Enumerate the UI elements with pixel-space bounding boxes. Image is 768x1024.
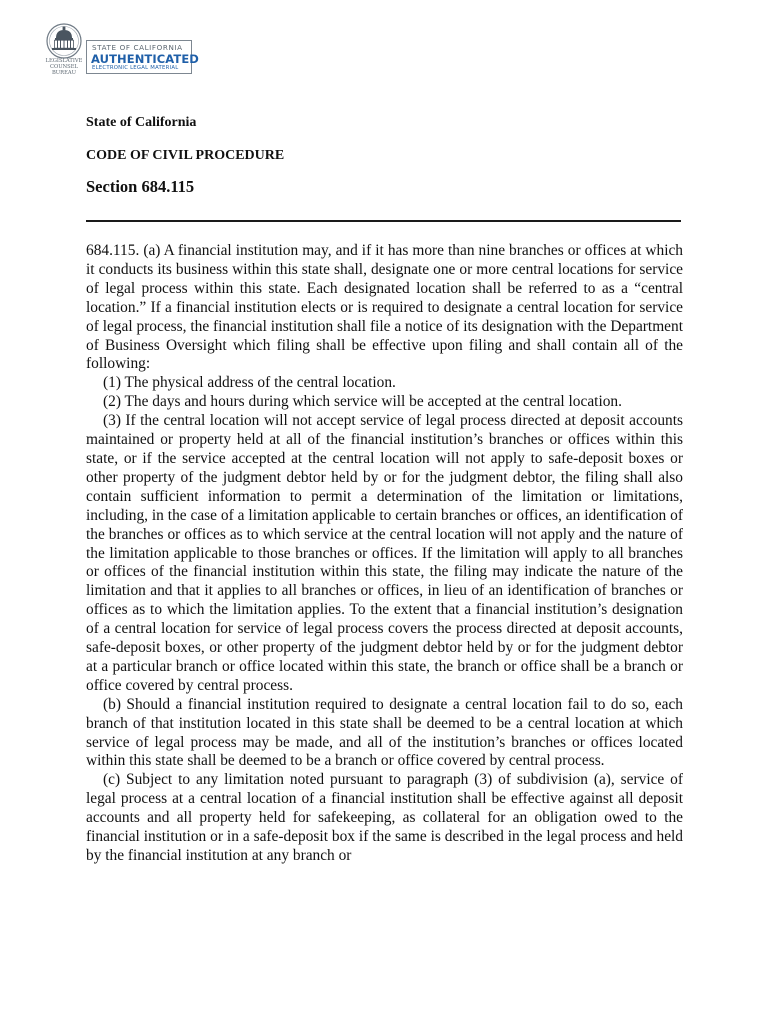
paragraph-subdivision-a: 684.115. (a) A financial institution may, and if it has more than nine branches or offices at which it conducts its business within this state shall, designate one or more central locations for service of legal process within this state. Each designated location shall be referred to as a “central location.” If a financial institution elects or is required to designate a central location for service of legal process, the financial institution shall file a notice of its designation with the Department of Business Oversight which filing shall be effective upon filing and shall contain all of the following: (86, 242, 683, 373)
authenticated-legal-material-logo (39, 22, 199, 75)
jurisdiction-heading: State of California (86, 115, 197, 130)
badge-authenticated-label: AUTHENTICATED (91, 52, 199, 66)
svg-text:BUREAU: BUREAU (52, 70, 76, 75)
svg-text:COUNSEL: COUNSEL (50, 64, 78, 70)
heading-divider (86, 220, 681, 222)
statute-text (86, 242, 683, 866)
svg-text:LEGISLATIVE: LEGISLATIVE (45, 58, 83, 64)
authenticated-badge (86, 40, 199, 74)
paragraph-subdivision-c: (c) Subject to any limitation noted pursuant to paragraph (3) of subdivision (a), service of legal process at a central location of a financial institution shall be effective against all deposit accounts and all property held for safekeeping, as collateral for an obligation owed to the financial institution or in a safe-deposit box if the same is described in the legal process and held by the financial institution at any branch or (86, 771, 683, 864)
paragraph-a-2: (2) The days and hours during which service will be accepted at the central location. (103, 393, 622, 411)
badge-state-line: STATE OF CALIFORNIA (92, 43, 183, 52)
paragraph-a-3: (3) If the central location will not accept service of legal process directed at deposit accounts maintained or property held at all of the financial institution’s branches or offices within this state, or if the service accepted at the central location will not apply to safe-deposit boxes or other property of the judgment debtor held by or for the judgment debtor, the filing shall also contain sufficient information to permit a determination of the limitation or limitations, including, in the case of a limitation applicable to certain branches or offices, an identification of the branches or offices as to which service at the central location will not apply and the nature of the limitation applicable to those branches or offices. If the limitation will apply to all branches or offices of the financial institution within this state, the filing may indicate the nature of the limitation and that it applies to all branches or offices, in lieu of an identification of branches or offices as to which the limitation applies. To the extent that a financial institution’s designation of a central location for service of legal process covers the process directed at deposit accounts, safe-deposit boxes, or other property of the judgment debtor held by or for the judgment debtor at a particular branch or office located within this state, the branch or office shall be a branch or office covered by central process. (86, 412, 683, 694)
section-heading: Section 684.115 (86, 177, 195, 196)
paragraph-a-1: (1) The physical address of the central location. (103, 374, 396, 392)
paragraph-subdivision-b: (b) Should a financial institution required to designate a central location fail to do so, each branch of that institution located in this state shall be deemed to be a central location at which service of legal process may be made, and all of the institution’s branches or offices located within this state shall be deemed to be a branch or office covered by central process. (86, 695, 683, 770)
badge-subtitle: ELECTRONIC LEGAL MATERIAL (92, 65, 179, 71)
code-title-heading: CODE OF CIVIL PROCEDURE (86, 148, 285, 163)
capitol-dome-seal-icon (39, 22, 89, 75)
